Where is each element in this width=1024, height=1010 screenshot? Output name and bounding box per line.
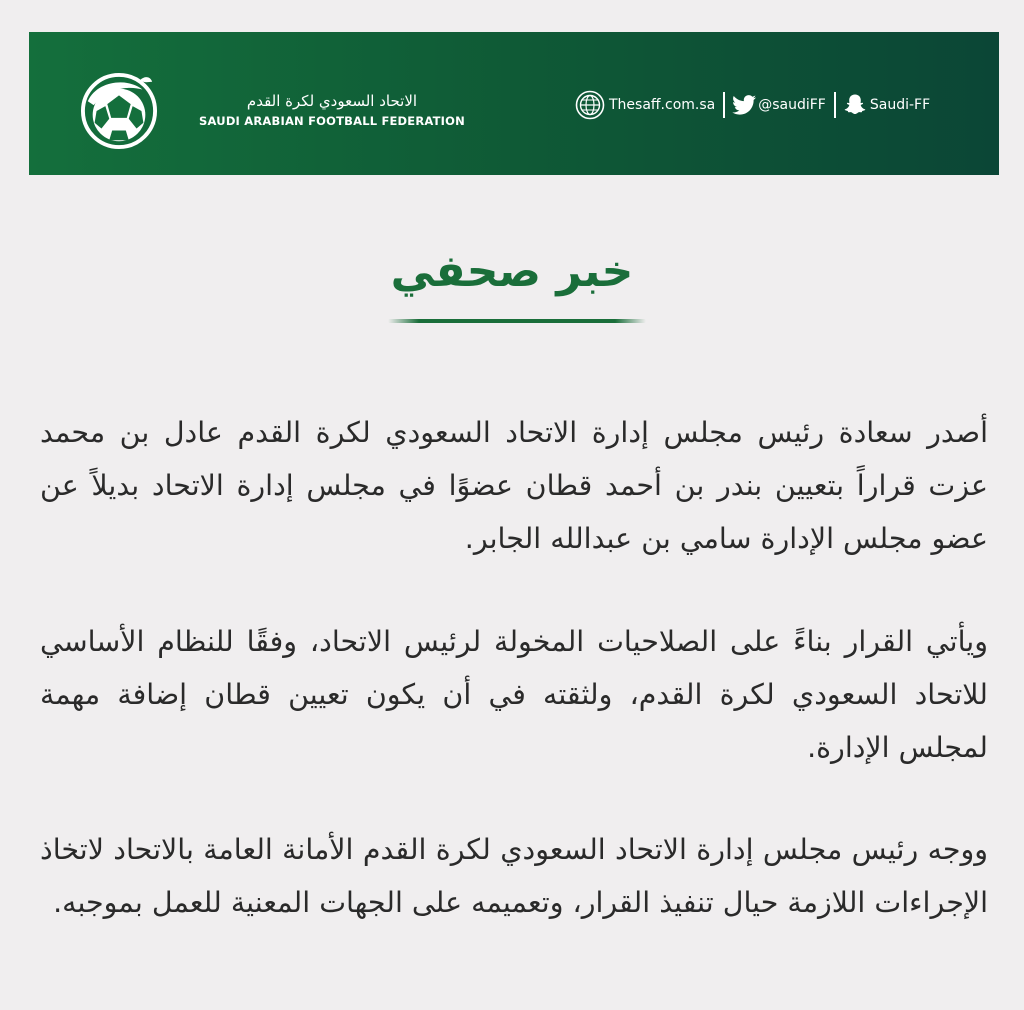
header-banner: [29, 32, 999, 175]
football-logo-icon: [80, 72, 158, 150]
announcement-paragraph: أصدر سعادة رئيس مجلس إدارة الاتحاد السعودي لكرة القدم عادل بن محمد عزت قراراً بتعيين بندر بن أحمد قطان عضوًا في مجلس إدارة الاتحاد بديلاً عن عضو مجلس الإدارة سامي بن عبدالله الجابر.: [40, 416, 988, 555]
snapchat-icon: [843, 93, 867, 117]
divider: [723, 92, 725, 118]
title-underline: [388, 319, 646, 323]
page-title: خبر صحفي: [390, 246, 634, 297]
twitter-icon: [732, 94, 756, 116]
federation-name-english: SAUDI ARABIAN FOOTBALL FEDERATION: [199, 114, 465, 128]
website-link[interactable]: Thesaff.com.sa: [609, 97, 716, 113]
announcement-paragraph: ويأتي القرار بناءً على الصلاحيات المخولة لرئيس الاتحاد، وفقًا للنظام الأساسي للاتحاد السعودي لكرة القدم، ولثقته في أن يكون تعيين قطان إضافة مهمة لمجلس الإدارة.: [40, 625, 988, 764]
social-links: [575, 88, 930, 122]
twitter-handle[interactable]: @saudiFF: [758, 97, 826, 113]
divider: [834, 92, 836, 118]
announcement-paragraph: ووجه رئيس مجلس إدارة الاتحاد السعودي لكرة القدم الأمانة العامة بالاتحاد لاتخاذ الإجراءات اللازمة حيال تنفيذ القرار، وتعميمه على الجهات المعنية للعمل بموجبه.: [40, 833, 988, 919]
federation-name-arabic: الاتحاد السعودي لكرة القدم: [246, 92, 418, 110]
globe-icon: [575, 90, 605, 120]
snapchat-handle[interactable]: Saudi-FF: [869, 97, 931, 113]
